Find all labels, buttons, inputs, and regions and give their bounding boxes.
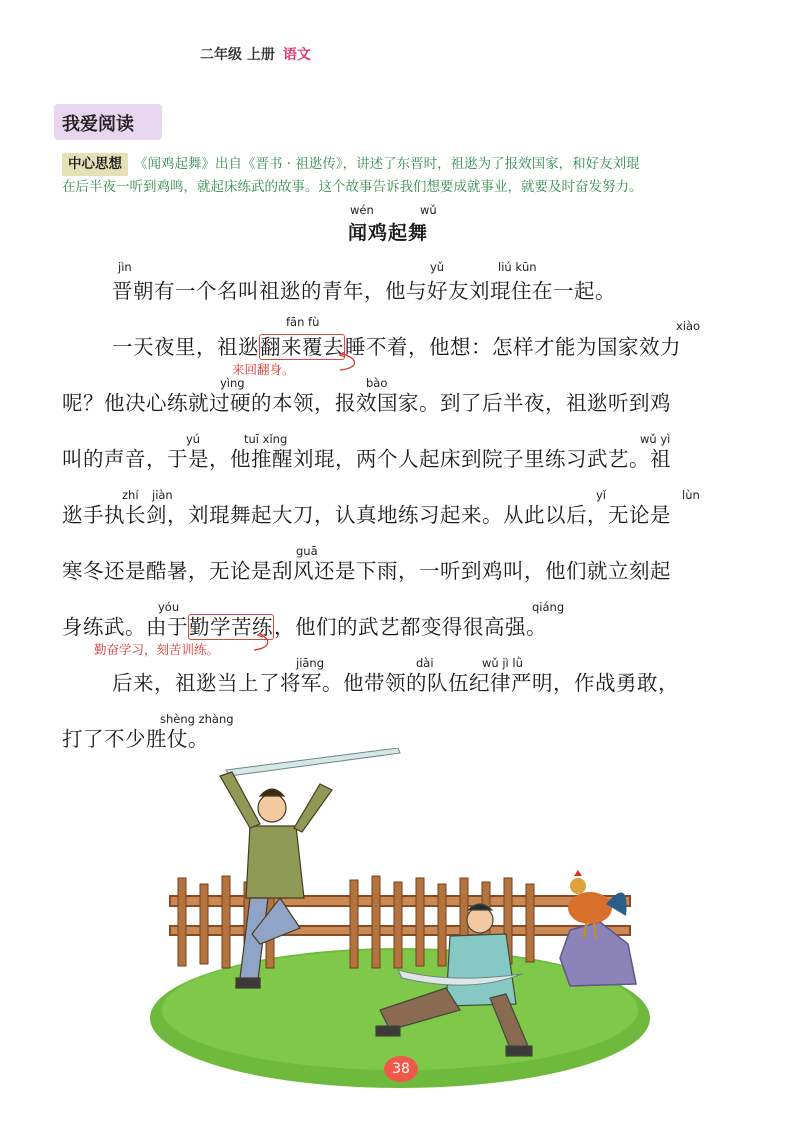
- paragraph-2-line-6: [62, 610, 547, 640]
- pinyin-wu: wǔ: [420, 203, 437, 217]
- central-idea-line-2: 在后半夜一听到鸡鸣，就起床练武的故事。这个故事告诉我们想要成就事业，就要及时奋发努力。: [62, 179, 643, 195]
- paragraph-1-line-1: 晋朝有一个名叫祖逖的青年，他与好友刘琨住在一起。: [112, 279, 616, 303]
- page-number: 38: [384, 1056, 418, 1082]
- paragraph-2-line-4: 逖手执长剑，刘琨舞起大刀，认真地练习起来。从此以后，无论是: [62, 503, 671, 527]
- section-tag-label: 我爱阅读: [62, 114, 134, 135]
- pinyin-yu: yǔ: [430, 260, 445, 274]
- central-idea: [62, 153, 762, 199]
- pinyin-ying: yìng: [220, 376, 245, 390]
- pinyin-yu2: yú: [186, 432, 201, 446]
- grade-label: 二年级 上册: [200, 47, 275, 63]
- pinyin-zhi: zhí: [122, 488, 139, 502]
- p2-l6-a: 身练武。由于: [62, 615, 188, 639]
- pinyin-shengzhang: shèng zhàng: [160, 712, 234, 726]
- section-tag: [54, 104, 162, 140]
- paragraph-2-line-1: [112, 330, 681, 360]
- vocab-box-fanlaifuqu: 翻来覆去: [260, 335, 344, 359]
- central-idea-text-1: 《闻鸡起舞》出自《晋书 · 祖逖传》，讲述了东晋时，祖逖为了报效国家，和好友刘琨: [134, 156, 640, 172]
- pinyin-jiang: jiāng: [296, 656, 325, 670]
- pinyin-bao: bào: [366, 376, 388, 390]
- paragraph-2-line-5: 寒冬还是酷暑，无论是刮风还是下雨，一听到鸡叫，他们就立刻起: [62, 559, 671, 583]
- paragraph-3-line-1: 后来，祖逖当上了将军。他带领的队伍纪律严明，作战勇敢，: [112, 671, 679, 695]
- p2-l1-b: 睡不着，他想：怎样才能为国家效力: [345, 335, 681, 359]
- pinyin-lun: lùn: [682, 488, 700, 502]
- paragraph-2-line-3: 叫的声音，于是，他推醒刘琨，两个人起床到院子里练习武艺。祖: [62, 447, 671, 471]
- pinyin-fanfu: fān fù: [286, 315, 320, 329]
- vocab-box-qinxuekulian: 勤学苦练: [189, 615, 273, 639]
- central-idea-line-1: [62, 153, 762, 176]
- pinyin-gua: guā: [296, 544, 318, 558]
- note-arrow-2: [210, 632, 280, 654]
- note-fanlaifuqu: 来回翻身。: [232, 362, 295, 377]
- article-title: 闻鸡起舞: [348, 222, 429, 244]
- pinyin-tuixing: tuī xǐng: [244, 432, 288, 446]
- note-arrow-1: [300, 352, 370, 374]
- illustration-sword-practice: [150, 748, 650, 1093]
- pinyin-qiang: qiáng: [532, 600, 565, 614]
- pinyin-jin: jìn: [118, 260, 132, 274]
- pinyin-wuyi: wǔ yì: [640, 432, 671, 446]
- pinyin-yi: yǐ: [596, 488, 607, 502]
- paragraph-3-line-2: 打了不少胜仗。: [62, 727, 209, 751]
- pinyin-jian: jiàn: [152, 488, 173, 502]
- page-header: [200, 44, 311, 64]
- pinyin-wujilv: wǔ jì lǜ: [482, 656, 523, 670]
- p2-l1-a: 一天夜里，祖逖: [112, 335, 259, 359]
- note-qinxuekulian: 勤奋学习，刻苦训练。: [94, 642, 220, 657]
- subject-label: 语文: [282, 47, 311, 63]
- p2-l6-b: ，他们的武艺都变得很高强。: [274, 615, 547, 639]
- pinyin-liukun: liú kūn: [498, 260, 537, 274]
- pinyin-dai: dài: [416, 656, 434, 670]
- pinyin-wen: wén: [350, 203, 374, 217]
- paragraph-2-line-2: 呢？他决心练就过硬的本领，报效国家。到了后半夜，祖逖听到鸡: [62, 391, 671, 415]
- pinyin-xiao: xiào: [676, 319, 701, 333]
- pinyin-you: yóu: [158, 600, 180, 614]
- central-idea-label: 中心思想: [62, 153, 128, 176]
